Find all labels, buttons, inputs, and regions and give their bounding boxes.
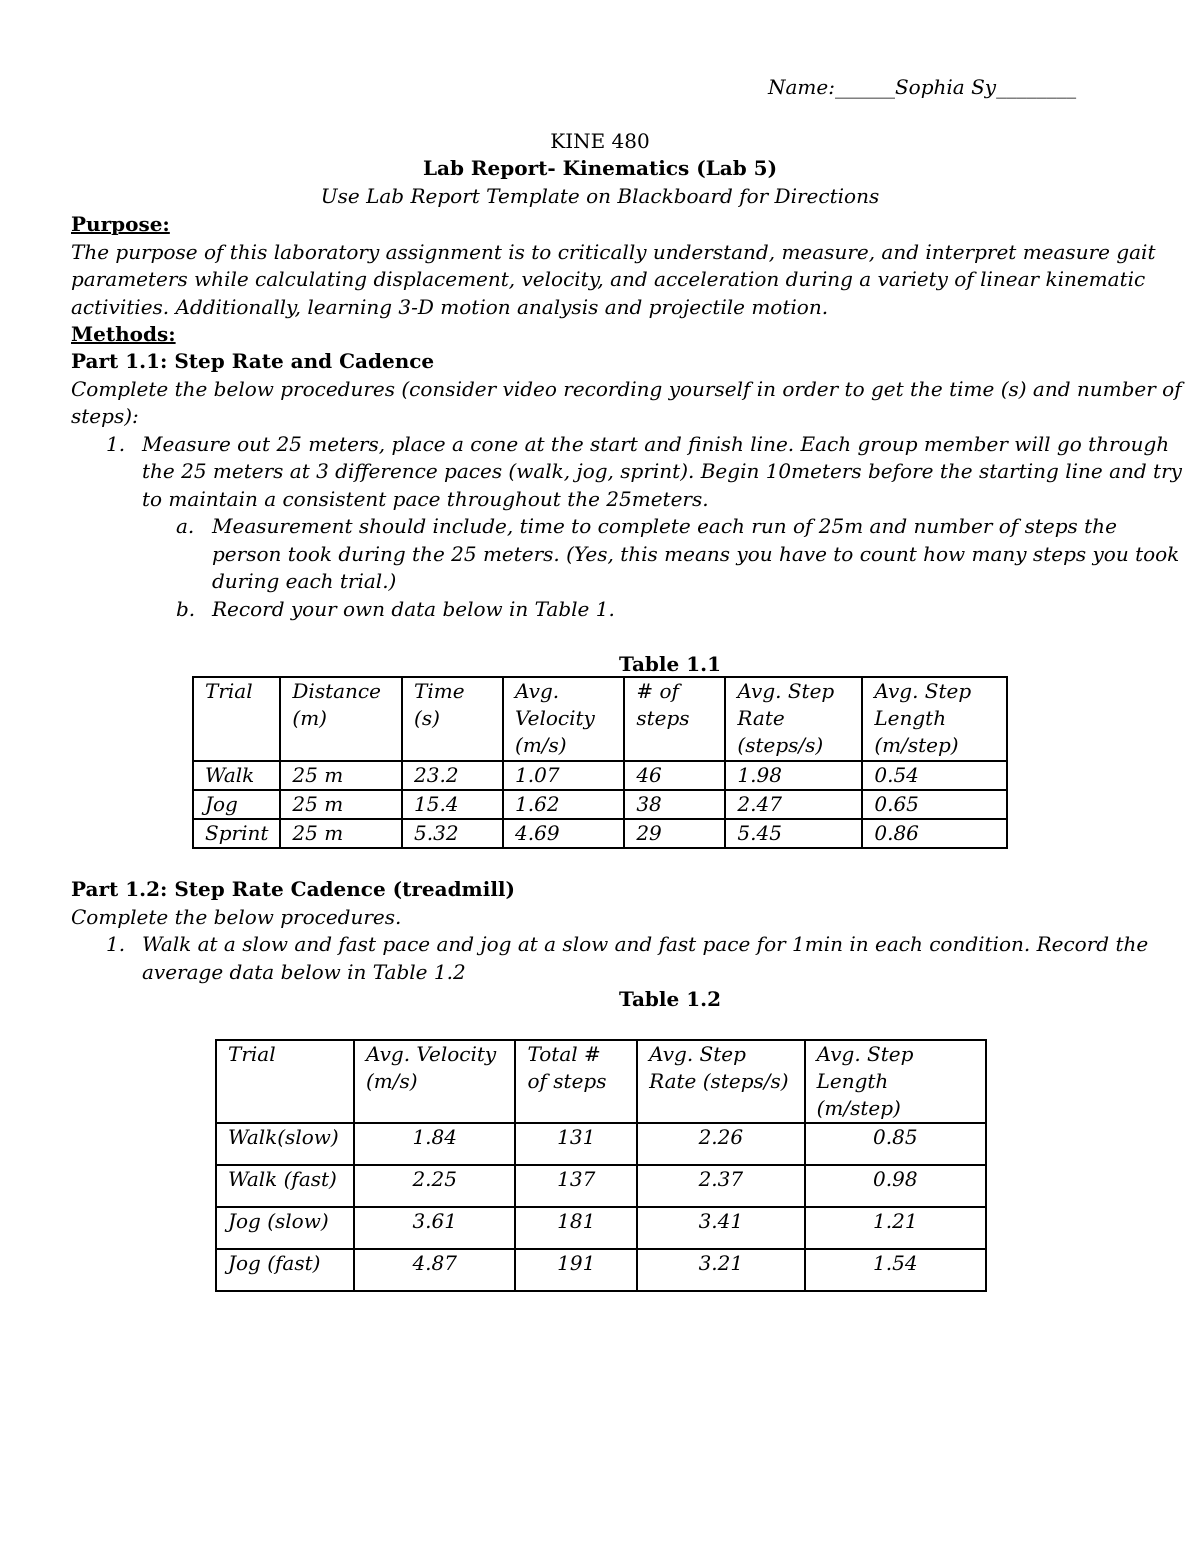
table-cell: 25 m [280, 761, 402, 790]
table-cell: 5.32 [402, 819, 503, 848]
course-title: KINE 480 [550, 129, 650, 153]
report-subtitle: Use Lab Report Template on Blackboard for Directions [320, 184, 880, 208]
table-row [193, 790, 1007, 819]
column-header: Avg. Step Rate (steps/s) [725, 677, 862, 761]
table-cell: 23.2 [402, 761, 503, 790]
table-cell: 131 [515, 1123, 637, 1165]
methods-heading: Methods: [71, 322, 176, 346]
table-1-1 [192, 676, 1008, 849]
column-header: Trial [193, 677, 280, 761]
column-header: Time (s) [402, 677, 503, 761]
table-cell: 1.62 [503, 790, 624, 819]
table-cell: 1.84 [354, 1123, 516, 1165]
column-header: Distance (m) [280, 677, 402, 761]
table-row [216, 1165, 986, 1207]
step-1-line: to maintain a consistent pace throughout the 25meters. [142, 487, 709, 511]
table-cell: 0.98 [805, 1165, 986, 1207]
report-title: Lab Report- Kinematics (Lab 5) [422, 156, 778, 180]
part-1-2-step-1-line: average data below in Table 1.2 [142, 960, 466, 984]
purpose-text-line: The purpose of this laboratory assignment is to critically understand, measure, and interpret measure gait [71, 240, 1156, 264]
table-cell: 3.41 [637, 1207, 805, 1249]
column-header: Avg. Step Length (m/step) [862, 677, 1007, 761]
table-row [193, 819, 1007, 848]
part-1-2-heading: Part 1.2: Step Rate Cadence (treadmill) [71, 877, 515, 901]
table-cell: 2.37 [637, 1165, 805, 1207]
table-cell: 2.47 [725, 790, 862, 819]
sub-b-marker: b. [176, 597, 196, 621]
part-1-2-intro: Complete the below procedures. [71, 905, 402, 929]
column-header: Avg. Velocity (m/s) [354, 1040, 516, 1123]
table-cell: 0.54 [862, 761, 1007, 790]
part-1-1-intro-line: steps): [71, 404, 139, 428]
sub-a-line: person took during the 25 meters. (Yes, this means you have to count how many steps you took [212, 542, 1180, 566]
table-cell: 4.87 [354, 1249, 516, 1291]
table-cell: Jog [193, 790, 280, 819]
table-cell: 2.26 [637, 1123, 805, 1165]
part-1-1-heading: Part 1.1: Step Rate and Cadence [71, 349, 435, 373]
sub-b-text: Record your own data below in Table 1. [212, 597, 615, 621]
table-cell: 3.61 [354, 1207, 516, 1249]
table-cell: 25 m [280, 819, 402, 848]
column-header: Total # of steps [515, 1040, 637, 1123]
purpose-heading: Purpose: [71, 212, 170, 236]
table-cell: 1.98 [725, 761, 862, 790]
column-header: Avg. Step Length (m/step) [805, 1040, 986, 1123]
table-cell: 38 [624, 790, 725, 819]
table-cell: 181 [515, 1207, 637, 1249]
part-1-2-step-1-marker: 1. [106, 932, 126, 956]
sub-a-marker: a. [176, 514, 195, 538]
step-1-marker: 1. [106, 432, 126, 456]
sub-a-line: during each trial.) [212, 569, 397, 593]
table-1-2-caption: Table 1.2 [619, 987, 721, 1011]
step-1-line: Measure out 25 meters, place a cone at the start and finish line. Each group member will go through [142, 432, 1170, 456]
table-cell: Sprint [193, 819, 280, 848]
table-cell: Walk (fast) [216, 1165, 354, 1207]
table-cell: 15.4 [402, 790, 503, 819]
table-cell: 191 [515, 1249, 637, 1291]
table-cell: 4.69 [503, 819, 624, 848]
column-header: # of steps [624, 677, 725, 761]
table-1-1-caption: Table 1.1 [619, 652, 721, 676]
table-cell: Walk(slow) [216, 1123, 354, 1165]
table-cell: 0.85 [805, 1123, 986, 1165]
purpose-text-line: parameters while calculating displacement, velocity, and acceleration during a variety of linear kinematic [71, 267, 1146, 291]
column-header: Avg. Velocity (m/s) [503, 677, 624, 761]
table-cell: 46 [624, 761, 725, 790]
table-cell: Walk [193, 761, 280, 790]
sub-a-line: Measurement should include, time to complete each run of 25m and number of steps the [212, 514, 1117, 538]
table-cell: Jog (fast) [216, 1249, 354, 1291]
table-cell: 3.21 [637, 1249, 805, 1291]
table-cell: 0.86 [862, 819, 1007, 848]
table-cell: 5.45 [725, 819, 862, 848]
column-header: Trial [216, 1040, 354, 1123]
table-header-row [193, 677, 1007, 761]
table-cell: 29 [624, 819, 725, 848]
table-row [216, 1123, 986, 1165]
table-cell: 0.65 [862, 790, 1007, 819]
table-row [193, 761, 1007, 790]
table-cell: 1.07 [503, 761, 624, 790]
purpose-text-line: activities. Additionally, learning 3-D motion analysis and projectile motion. [71, 295, 829, 319]
table-row [216, 1207, 986, 1249]
student-name-line: Name:______Sophia Sy________ [768, 75, 1077, 99]
table-cell: 2.25 [354, 1165, 516, 1207]
part-1-1-intro-line: Complete the below procedures (consider video recording yourself in order to get the time (s) and number of [71, 377, 1182, 401]
table-cell: 137 [515, 1165, 637, 1207]
table-cell: Jog (slow) [216, 1207, 354, 1249]
table-1-2 [215, 1039, 987, 1292]
column-header: Avg. Step Rate (steps/s) [637, 1040, 805, 1123]
table-row [216, 1249, 986, 1291]
table-header-row [216, 1040, 986, 1123]
step-1-line: the 25 meters at 3 difference paces (walk, jog, sprint). Begin 10meters before the starting line and try [142, 459, 1182, 483]
table-cell: 1.21 [805, 1207, 986, 1249]
table-cell: 1.54 [805, 1249, 986, 1291]
part-1-2-step-1-line: Walk at a slow and fast pace and jog at a slow and fast pace for 1min in each condition. Record the [142, 932, 1149, 956]
table-cell: 25 m [280, 790, 402, 819]
